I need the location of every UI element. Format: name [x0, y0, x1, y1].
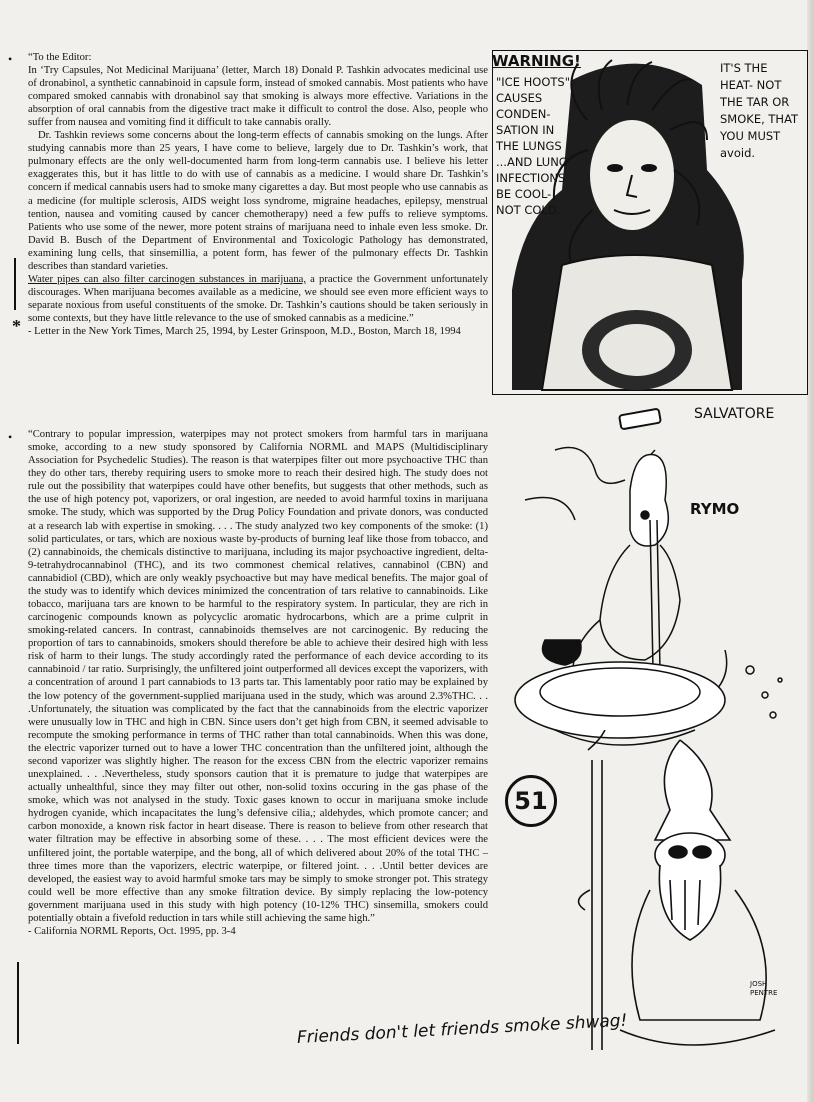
letter-paragraph-2: Dr. Tashkin reviews some concerns about the long-term effects of cannabis smoking on the lungs. After studying cannabis more than 25 years, I have come to believe, largely due to Dr. Tashkin’s work, that pulmonary effects are the only well-documented harm from long-term cannabis use. I believe his letter exaggerates this, but it has little to do with use of cannabis as a medicine. I would share Dr. Tashkin’s concern if medical cannabis users had to smoke many cigarettes a day. But most people who use cannabis as a medicine (for multiple sclerosis, AIDS weight loss syndrome, migraine headaches, epilepsy, menstrual tention, nausea and vomiting caused by cancer chemotherapy) need a few puffs to relieve symptoms. Patients who use some of the newer, more potent strains of marijuana need to inhale even less smoke. Dr. David B. Busch of the Department of Environmental and Toxicologic Pathology has demonstrated, examining lung cells, that sinsemillia, a potent form, has fewer of the pulmonary effects Dr. Tashkin describes than standard varieties.: [28, 130, 488, 272]
signature-salvatore: SALVATORE: [694, 406, 775, 422]
margin-mark-bar-2: [17, 962, 19, 1044]
article-source: - California NORML Reports, Oct. 1995, pp. 3-4: [28, 925, 236, 937]
comic-right-caption: IT'S THE HEAT- NOT THE TAR OR SMOKE, THAT YOU MUST avoid.: [720, 61, 799, 160]
issue-number-badge: 51: [505, 775, 557, 827]
comic-left-caption: "ICE HOOTS" CAUSES CONDEN- SATION IN THE LUNGS ...AND LUNG INFECTIONS BE COOL- NOT COLD.: [496, 75, 570, 217]
margin-mark-bar: [14, 258, 16, 310]
letter-paragraph-1: In ‘Try Capsules, Not Medicinal Marijuana’ (letter, March 18) Donald P. Tashkin advocates medicinal use of dronabinol, a synthetic cannabinoid in capsule form, instead of smoked cannabis. Most patients who have compared smoked cannabis with dronabinol say that smoking is always more effective. Variations in the absorption of oral cannabis from the digestive tract make it difficult to control the dose. Also, people who suffer from nausea and vomiting find it difficult to take cannabis orally.: [28, 65, 488, 129]
comic-salvatore: [492, 50, 808, 395]
letter-to-editor: [28, 51, 488, 338]
letter-salutation: “To the Editor:: [28, 52, 92, 63]
bullet-letter: •: [8, 52, 13, 66]
article-body: “Contrary to popular impression, waterpipes may not protect smokers from harmful tars in marijuana smoke, according to a new study sponsored by California NORML and MAPS (Multidisciplinary Association for Psychedelic Studies). The reason is that waterpipes filter out more psychoactive THC than they do other tars, thereby requiring users to smoke more to reach their desired high. The study does not rule out the possibility that waterpipes could have other benefits, but suggests that other methods, such as the use of high potency pot, vaporizers, or oral ingestion, are needed to avoid harmful toxins in marijuana smoke. The study, which was supported by the Drug Policy Foundation and private donors, was conducted at a research lab with expertise in smoking. . . . The study analyzed two key components of the smoke: (1) solid particulates, or tars, which are noxious waste by-products of burning leaf like those from tobacco, and (2) cannabinoids, the chemicals distinctive to marijuana, including its major psychoactive ingredient, delta-9-tetrahydrocannabinol (THC), and its two commonest chemical relatives, cannabinol (CBN) and cannabidiol (CBD), which are only weakly psychoactive but may have medical benefits. The major goal of the study was to identify which devices minimized the concentration of tars relative to cannabinoids. Like tobacco, marijuana tars are known to be harmful to the respiratory system. In particular, they are rich in carcinogenic compounds known as polycyclic aromatic hydrocarbons, which are a prime culprit in smoking-related cancers. In contrast, cannabinoids themselves are not carcinogenic. By reducing the proportion of tars to cannabinoids, smokers should therefore be able to achieve their desired high with less risk of harm to their lungs. The study accordingly rated the performance of each device according to its cannabinoid / tar ratio. Surprisingly, the unfiltered joint outperformed all devices except the vaporizers, with a concentration of around 1 part cannabiods to 13 parts tar. This lamentably poor ratio may be explained by the low potency of the government-supplied marijuana used in the study, which was around 2.3%THC. . . .Unfortunately, the situation was complicated by the fact that the cannabinoids from the electric vaporizer were unusually low in THC and high in CBN. Since users don’t get high from CBN, it seemed advisable to recompute the smoking performance in terms of THC rather than total cannabinoids. When this was done, the electric vaporizer turned out to have a lower THC concentration than the unfiltered joint, although the second vaporizer was slightly higher. The reason for the excess CBN from the electric vaporizer remains unexplained. . . .Nevertheless, study sponsors caution that it is premature to judge that waterpipes are actually unhealthful, since they may filter out other, non-solid toxins occuring in the gas phase of the smoke, which was not analysed in the study. Toxic gases known to occur in marijuana smoke include hydrogen cyanide, which incapacitates the lung’s defensive cilia,; aldehydes, which promote cancer; and carbon monoxide, a known risk factor in heart disease. There is reason to believe from other research that water filtration may be effective in absorbing some of these. . . . The most efficient devices were the unfiltered joint, the portable waterpipe, and the bong, all of which delivered about 20% of the total THC – three times more than the vaporizers, electric waterpipe, or filtered joint. . . .Until better devices are developed, the easiest way to avoid harmful smoke tars may be simply to smoke stronger pot. This strategy could well be more effective than any smoke filtration device. By simply replacing the low-potency government marijuana used in this study with high potency (10-12% THC) sinsemilla, smokers could potentially obtain a fivefold reduction in tars while still achieving the same high.”: [28, 429, 488, 924]
signature-rymo: RYMO: [690, 500, 740, 518]
comic-warning-title: WARNING!: [492, 52, 581, 70]
handwritten-slogan: Friends don't let friends smoke shwag!: [296, 1010, 628, 1048]
underlined-claim: Water pipes can also filter carcinogen substances in marijuana,: [28, 273, 307, 285]
letter-paragraph-3-rest: a practice the Government unfortunately discourages. When marijuana becomes available as a medicine, we should see even more efficient ways to separate noxious from useful constituents of the smoke. Dr. Tashkin’s cautions should be taken seriously in some contexts, but they have little relevance to the use of smoked cannabis as a medicine.”: [28, 273, 488, 324]
bullet-article: •: [8, 430, 13, 444]
comic-rymo: [505, 430, 810, 755]
letter-source: - Letter in the New York Times, March 25, 1994, by Lester Grinspoon, M.D., Boston, March 18, 1994: [28, 325, 461, 337]
margin-star-mark: *: [12, 316, 21, 336]
letter-paragraph-3: [28, 273, 488, 325]
norml-article: [28, 428, 488, 938]
signature-josh: JOSH PENTRE: [750, 980, 778, 997]
comic-rymo-drawing: [505, 430, 810, 755]
